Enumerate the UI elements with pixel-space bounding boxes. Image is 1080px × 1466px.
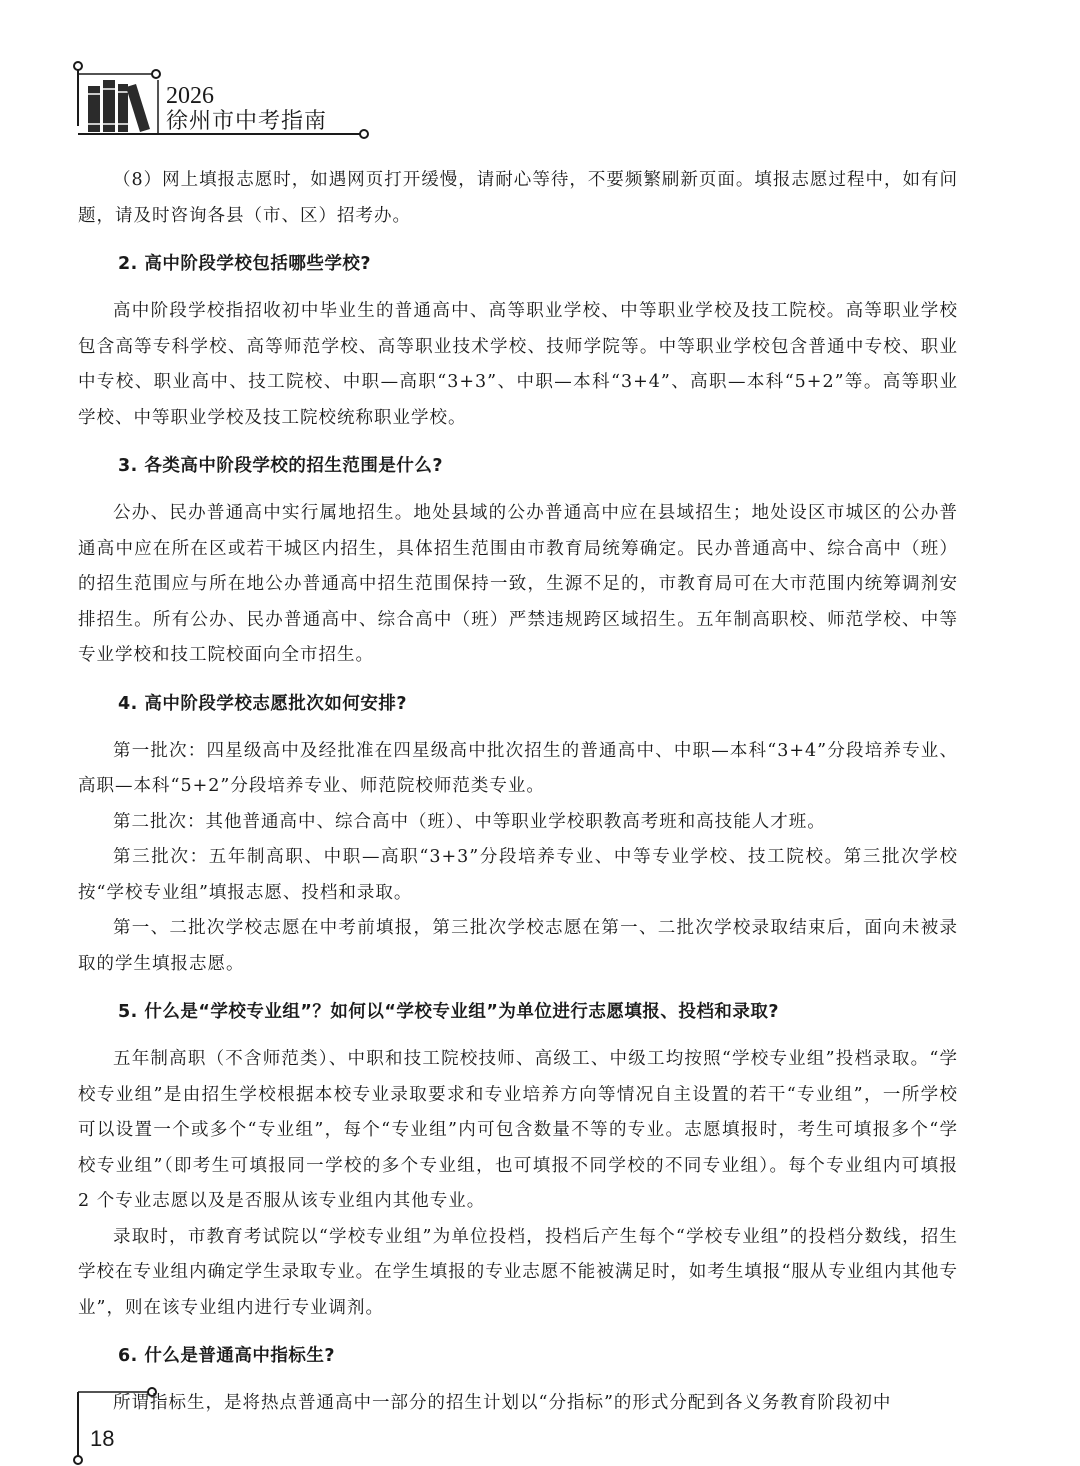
section-heading: 3. 各类高中阶段学校的招生范围是什么? xyxy=(118,456,444,476)
paragraph: 高中阶段学校指招收初中毕业生的普通高中、高等职业学校、中等职业学校及技工院校。高等职业学校包含高等专科学校、高等师范学校、高等职业技术学校、技师学院等。中等职业学校包含普通中专校、职业中专校、职业高中、技工院校、中职—高职“3+3”、中职—本科“3+4”、高职—本科“5+2”等。高等职业学校、中等职业学校及技工院校统称职业学校。 xyxy=(78,301,958,428)
paragraph: 第一批次：四星级高中及经批准在四星级高中批次招生的普通高中、中职—本科“3+4”分段培养专业、高职—本科“5+2”分段培养专业、师范院校师范类专业。 xyxy=(78,740,958,796)
section-heading: 2. 高中阶段学校包括哪些学校? xyxy=(118,254,372,274)
paragraph: 所谓指标生，是将热点普通高中一部分的招生计划以“分指标”的形式分配到各义务教育阶段初中 xyxy=(113,1393,892,1413)
section-q4 xyxy=(78,686,958,983)
section-heading: 4. 高中阶段学校志愿批次如何安排? xyxy=(118,693,408,714)
paragraph: 第二批次：其他普通高中、综合高中（班）、中等职业学校职教高考班和高技能人才班。 xyxy=(113,811,826,832)
section-heading: 6. 什么是普通高中指标生? xyxy=(118,1346,336,1366)
section-q6 xyxy=(78,1338,958,1422)
section-intro xyxy=(78,163,958,234)
footer-frame xyxy=(0,1380,200,1466)
page-number: 18 xyxy=(90,1426,115,1451)
paragraph: 录取时，市教育考试院以“学校专业组”为单位投档，投档后产生每个“学校专业组”的投档分数线，招生学校在专业组内确定学生录取专业。在学生填报的专业志愿不能被满足时，如考生填报“服从专业组内其他专业”，则在该专业组内进行专业调剂。 xyxy=(78,1226,958,1318)
paragraph: 公办、民办普通高中实行属地招生。地处县域的公办普通高中应在县域招生；地处设区市城区的公办普通高中应在所在区或若干城区内招生，具体招生范围由市教育局统筹确定。民办普通高中、综合高中（班）的招生范围应与所在地公办普通高中招生范围保持一致，生源不足的，市教育局可在大市范围内统筹调剂安排招生。所有公办、民办普通高中、综合高中（班）严禁违规跨区域招生。五年制高职校、师范学校、中等专业学校和技工院校面向全市招生。 xyxy=(78,503,958,665)
section-heading: 5. 什么是“学校专业组”？如何以“学校专业组”为单位进行志愿填报、投档和录取? xyxy=(118,1002,780,1022)
page-content xyxy=(78,163,958,1422)
header-title: 徐州市中考指南 xyxy=(166,109,328,134)
header-year: 2026 xyxy=(166,83,214,109)
section-q2 xyxy=(78,246,958,436)
paragraph: 第一、二批次学校志愿在中考前填报，第三批次学校志愿在第一、二批次学校录取结束后，面向未被录取的学生填报志愿。 xyxy=(78,918,958,974)
books-icon xyxy=(88,80,150,132)
paragraph: （8）网上填报志愿时，如遇网页打开缓慢，请耐心等待，不要频繁刷新页面。填报志愿过程中，如有问题，请及时咨询各县（市、区）招考办。 xyxy=(78,170,958,226)
section-q3 xyxy=(78,448,958,674)
paragraph: 第三批次：五年制高职、中职—高职“3+3”分段培养专业、中等专业学校、技工院校。第三批次学校按“学校专业组”填报志愿、投档和录取。 xyxy=(78,847,958,903)
header-frame xyxy=(0,0,1080,150)
section-q5 xyxy=(78,994,958,1326)
paragraph: 五年制高职（不含师范类）、中职和技工院校技师、高级工、中级工均按照“学校专业组”投档录取。“学校专业组”是由招生学校根据本校专业录取要求和专业培养方向等情况自主设置的若干“专业组”，一所学校可以设置一个或多个“专业组”，每个“专业组”内可包含数量不等的专业。志愿填报时，考生可填报多个“学校专业组”（即考生可填报同一学校的多个专业组，也可填报不同学校的不同专业组）。每个专业组内可填报 2 个专业志愿以及是否服从该专业组内其他专业。 xyxy=(78,1049,958,1211)
